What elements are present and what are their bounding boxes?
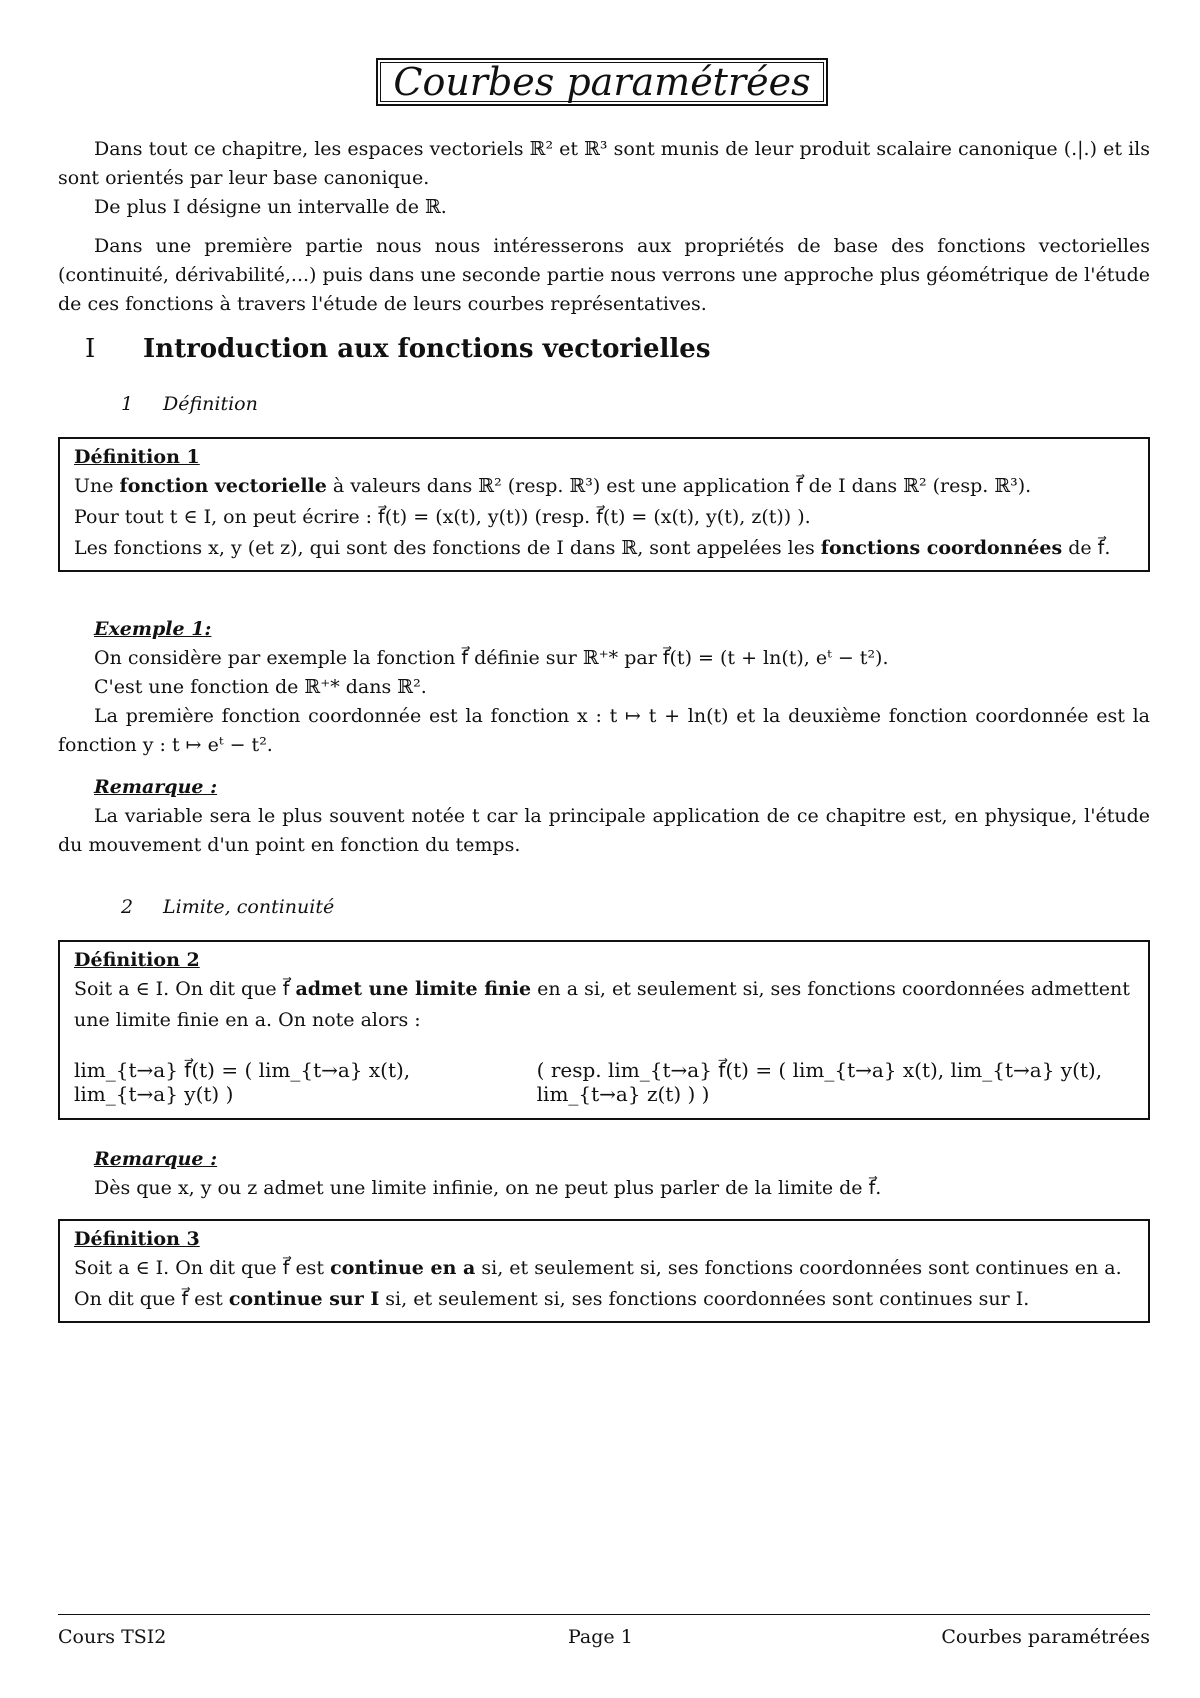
bold-term: fonction vectorielle	[119, 475, 327, 497]
example-line: On considère par exemple la fonction f⃗ définie sur ℝ⁺* par f⃗(t) = (t + ln(t), eᵗ − t²).	[94, 647, 889, 669]
footer-page-number: Page 1	[568, 1626, 633, 1648]
page-title-text: Courbes paramétrées	[393, 60, 811, 104]
footer-left: Cours TSI2	[58, 1626, 167, 1648]
text-run: Soit a ∈ I. On dit que f⃗	[74, 978, 296, 1000]
bold-term: continue en a	[330, 1257, 476, 1279]
definition-box-3	[58, 1219, 1150, 1323]
section-title: Introduction aux fonctions vectorielles	[143, 334, 711, 364]
page	[58, 0, 1150, 1698]
definition-line	[74, 1253, 1134, 1284]
definition-box-2	[58, 940, 1150, 1120]
text-run: à valeurs dans ℝ² (resp. ℝ³) est une application f⃗ de I dans ℝ² (resp. ℝ³).	[326, 475, 1032, 497]
remark-1	[58, 772, 1150, 860]
definition-heading: Définition 3	[74, 1228, 200, 1250]
text-run: si, et seulement si, ses fonctions coordonnées sont continues en a.	[475, 1257, 1122, 1279]
formula-left: lim_{t→a} f⃗(t) = ( lim_{t→a} x(t), lim_{t→a} y(t) )	[74, 1058, 411, 1106]
footer-rule	[58, 1614, 1150, 1615]
definition-line	[74, 533, 1134, 564]
subsection-number: 1	[121, 393, 134, 415]
example-1	[58, 614, 1150, 760]
footer-right: Courbes paramétrées	[941, 1626, 1150, 1648]
definition-line	[74, 471, 1134, 502]
remark-heading: Remarque :	[94, 1148, 218, 1170]
text-run: On dit que f⃗ est	[74, 1288, 229, 1310]
definition-line	[74, 974, 1134, 1036]
bold-term: continue sur I	[228, 1288, 380, 1310]
intro-paragraph-2: De plus I désigne un intervalle de ℝ.	[94, 196, 447, 218]
intro-paragraph-3: Dans une première partie nous nous intéresserons aux propriétés de base des fonctions vectorielles (continuité, dérivabilité,...) puis dans une seconde partie nous verrons une approche plus géométrique de l'étude de ces fonctions à travers l'étude de leurs courbes représentatives.	[58, 235, 1150, 315]
example-line: La première fonction coordonnée est la fonction x : t ↦ t + ln(t) et la deuxième fonction coordonnée est la fonction y : t ↦ eᵗ − t².	[58, 705, 1150, 756]
section-heading	[85, 334, 710, 364]
bold-term: fonctions coordonnées	[820, 537, 1063, 559]
text-run: Une	[74, 475, 120, 497]
text-run: si, et seulement si, ses fonctions coordonnées sont continues sur I.	[379, 1288, 1030, 1310]
intro-paragraph-1: Dans tout ce chapitre, les espaces vectoriels ℝ² et ℝ³ sont munis de leur produit scalaire canonique (.|.) et ils sont orientés par leur base canonique.	[58, 138, 1150, 189]
subsection-title: Définition	[163, 393, 258, 415]
definition-line: Pour tout t ∈ I, on peut écrire : f⃗(t) = (x(t), y(t)) (resp. f⃗(t) = (x(t), y(t), z(t)) ).	[74, 506, 811, 528]
title-frame	[380, 62, 824, 102]
text-run: Les fonctions x, y (et z), qui sont des fonctions de I dans ℝ, sont appelées les	[74, 537, 821, 559]
section-number: I	[85, 334, 96, 364]
text-run: de f⃗.	[1062, 537, 1111, 559]
subsection-number: 2	[121, 896, 134, 918]
text-run: en a si, et seulement si, ses fonctions coordonnées admettent une limite finie en a. On note alors :	[74, 978, 1130, 1031]
subsection-heading-2	[121, 896, 334, 918]
example-line: C'est une fonction de ℝ⁺* dans ℝ².	[94, 676, 427, 698]
remark-heading: Remarque :	[94, 776, 218, 798]
definition-line	[74, 1284, 1134, 1315]
bold-term: admet une limite finie	[295, 978, 532, 1000]
intro	[58, 135, 1150, 319]
text-run: Soit a ∈ I. On dit que f⃗ est	[74, 1257, 331, 1279]
page-title	[376, 58, 828, 106]
formula-right: ( resp. lim_{t→a} f⃗(t) = ( lim_{t→a} x(t), lim_{t→a} y(t), lim_{t→a} z(t) ) )	[536, 1058, 1103, 1106]
definition-heading: Définition 2	[74, 949, 200, 971]
example-heading: Exemple 1:	[94, 618, 212, 640]
subsection-heading-1	[121, 393, 258, 415]
definition-box-1	[58, 437, 1150, 572]
subsection-title: Limite, continuité	[163, 896, 335, 918]
remark-text: Dès que x, y ou z admet une limite infinie, on ne peut plus parler de la limite de f⃗.	[94, 1177, 882, 1199]
remark-text: La variable sera le plus souvent notée t car la principale application de ce chapitre est, en physique, l'étude du mouvement d'un point en fonction du temps.	[58, 805, 1150, 856]
remark-2	[58, 1144, 1150, 1203]
limit-formula	[74, 1058, 1134, 1106]
definition-heading: Définition 1	[74, 446, 200, 468]
